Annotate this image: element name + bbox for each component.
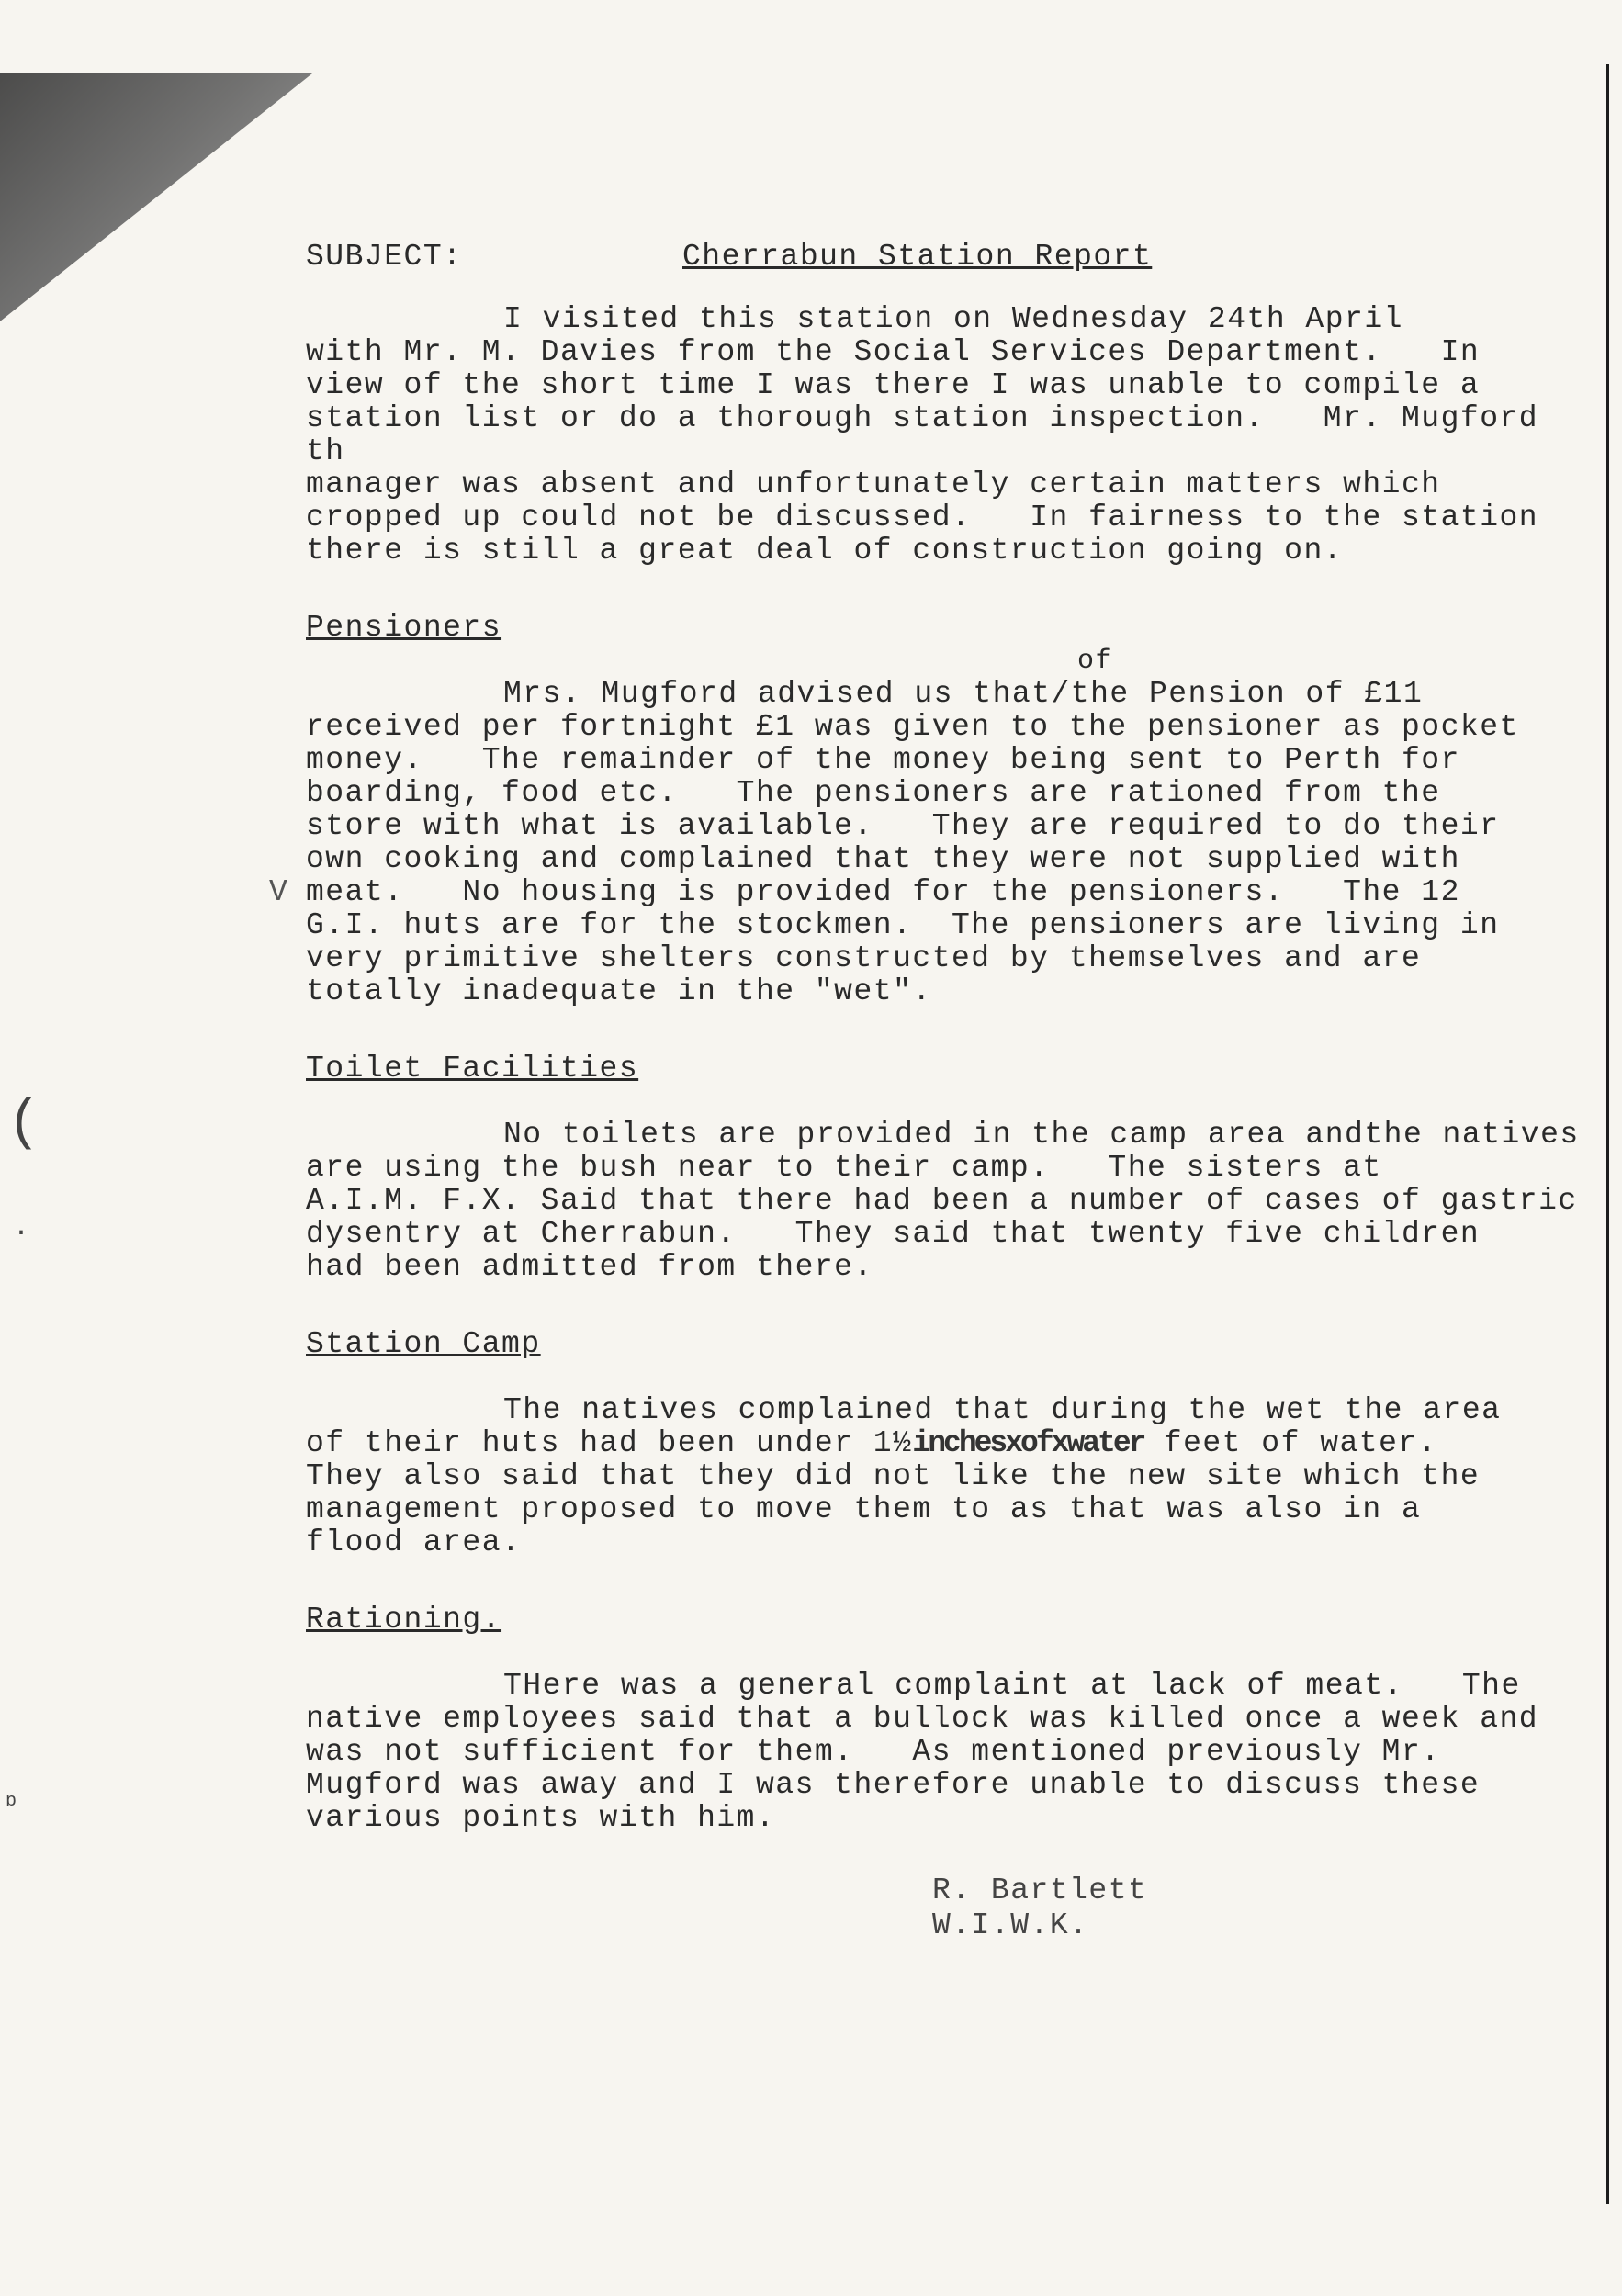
pensioners-line: meat. No housing is provided for the pensioners. The 12 (306, 875, 1460, 909)
camp-line: management proposed to move them to as that was also in a (306, 1492, 1422, 1526)
pensioners-section (269, 611, 1592, 1008)
camp-section (306, 1328, 1592, 1559)
pensioners-line: G.I. huts are for the stockmen. The pensioners are living in (306, 908, 1500, 942)
intro-line: cropped up could not be discussed. In fairness to the station (306, 501, 1539, 535)
signatory-name: R. Bartlett (932, 1874, 1148, 1908)
intro-line: manager was absent and unfortunately certain matters which (306, 467, 1441, 501)
toilet-line: A.I.M. F.X. Said that there had been a number of cases of gastric (306, 1184, 1578, 1218)
intro-line: with Mr. M. Davies from the Social Services Department. In (306, 335, 1481, 369)
pensioners-line: received per fortnight £1 was given to the pensioner as pocket (306, 710, 1519, 744)
margin-bracket: ( (7, 1093, 41, 1155)
pensioners-line: very primitive shelters constructed by themselves and are (306, 941, 1422, 975)
pensioners-line: Mrs. Mugford advised us that/the Pension of £11 (503, 677, 1424, 711)
intro-line: view of the short time I was there I was unable to compile a (306, 368, 1481, 402)
rationing-line: Mugford was away and I was therefore unable to discuss these (306, 1768, 1481, 1802)
page-edge-line (1606, 64, 1609, 2204)
rationing-line: THere was a general complaint at lack of meat. The (503, 1669, 1521, 1703)
camp-line: flood area. (306, 1525, 522, 1559)
toilet-line: are using the bush near to their camp. The sisters at (306, 1151, 1382, 1185)
camp-line (306, 1427, 1592, 1460)
rationing-section (306, 1604, 1592, 1835)
pensioners-line: totally inadequate in the "wet". (306, 974, 932, 1008)
signatory-title: W.I.W.K. (932, 1908, 1089, 1942)
pensioners-line: money. The remainder of the money being sent to Perth for (306, 743, 1460, 777)
pensioners-heading: Pensioners (306, 611, 502, 645)
toilet-section (306, 1052, 1592, 1284)
toilet-heading: Toilet Facilities (306, 1052, 639, 1086)
margin-dot: . (13, 1212, 30, 1244)
pensioners-line: own cooking and complained that they were not supplied with (306, 842, 1460, 876)
camp-line-end: feet of water. (1143, 1426, 1438, 1460)
rationing-line: various points with him. (306, 1801, 776, 1835)
camp-heading: Station Camp (306, 1327, 541, 1361)
struck-out-text: inchesxofxwater (912, 1426, 1144, 1460)
rationing-line: native employees said that a bullock was killed once a week and (306, 1702, 1539, 1736)
intro-paragraph (306, 303, 1592, 568)
scan-corner-shadow (0, 73, 312, 321)
camp-line: The natives complained that during the wet the area (503, 1393, 1502, 1427)
camp-line: They also said that they did not like the new site which the (306, 1459, 1481, 1493)
pensioners-line: store with what is available. They are required to do their (306, 809, 1500, 843)
pensioners-line: boarding, food etc. The pensioners are rationed from the (306, 776, 1441, 810)
report-document (269, 240, 1592, 1835)
margin-note: ɒ (6, 1791, 17, 1812)
rationing-line: was not sufficient for them. As mentioned previously Mr. (306, 1735, 1441, 1769)
toilet-line: dysentry at Cherrabun. They said that twenty five children (306, 1217, 1481, 1251)
intro-line: there is still a great deal of construction going on. (306, 534, 1344, 568)
margin-tick: V (269, 875, 289, 909)
rationing-heading: Rationing. (306, 1603, 502, 1637)
toilet-line: No toilets are provided in the camp area andthe natives (503, 1118, 1580, 1152)
camp-line-start: of their huts had been under 1½ (306, 1426, 913, 1460)
toilet-line: had been admitted from there. (306, 1250, 873, 1284)
subject-label: SUBJECT: (306, 240, 463, 274)
signature-block (932, 1874, 1147, 1943)
subject-line (306, 241, 1592, 277)
handwritten-insert: of (1077, 646, 1114, 677)
intro-line: I visited this station on Wednesday 24th April (503, 302, 1403, 336)
report-title: Cherrabun Station Report (682, 240, 1153, 274)
intro-line: station list or do a thorough station inspection. Mr. Mugford th (306, 401, 1559, 468)
